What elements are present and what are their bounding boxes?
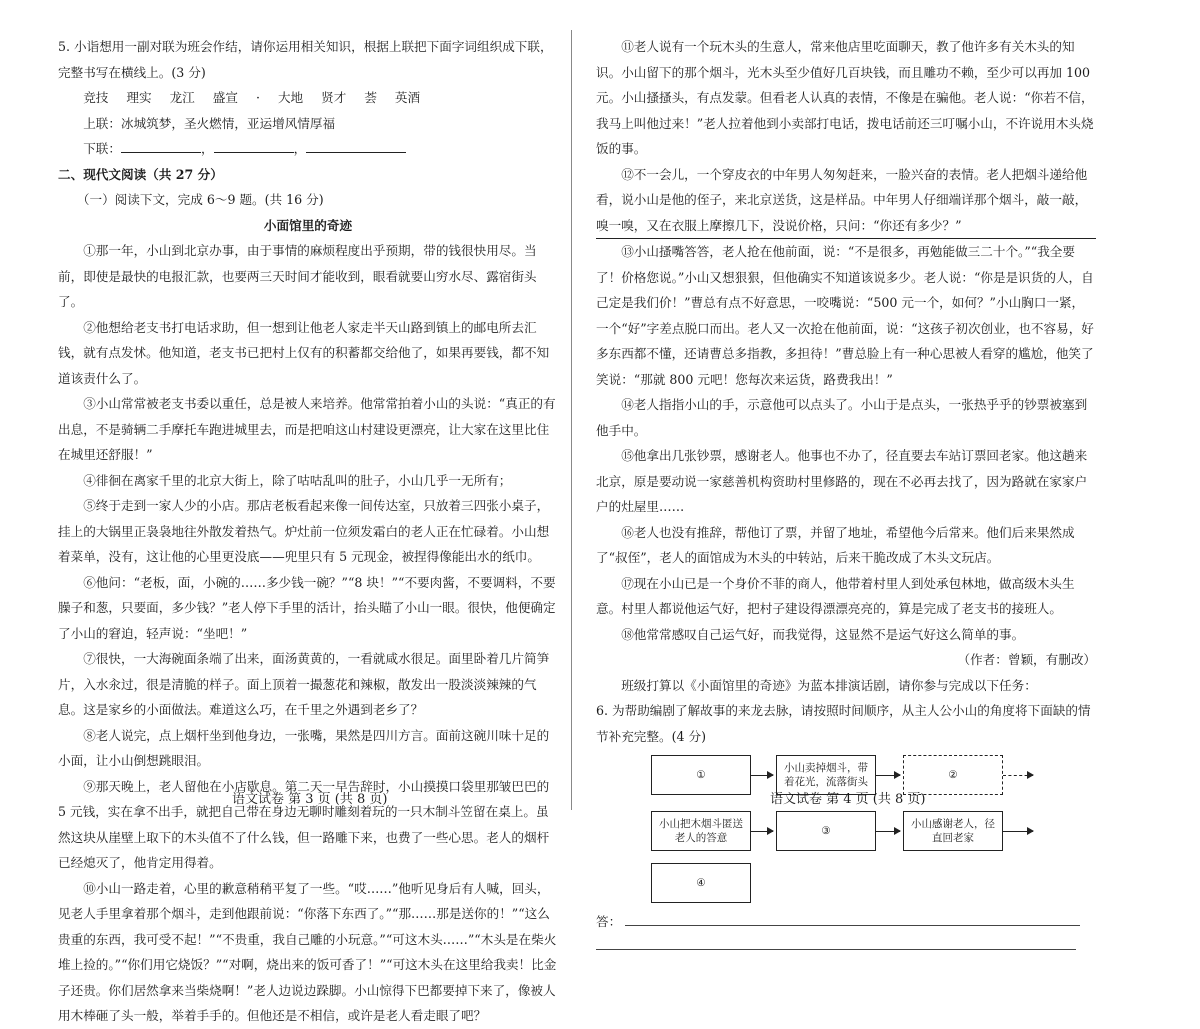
arrow-icon: [751, 775, 773, 776]
paragraph: ⑥他问：“老板，面，小碗的……多少钱一碗？”“8 块！”“不要肉酱，不要调料，不要臊子和葱，只要面，多少钱？”老人停下手里的活计，抬头瞄了小山一眼。很快，他便确定了小山的窘迫，轻声说：“坐吧！”: [58, 574, 556, 641]
arrow-icon: [751, 831, 773, 832]
flow-box-4: 小山把木烟斗匿送老人的答意: [651, 811, 751, 851]
right-page: [596, 34, 1096, 950]
paragraph: ①那一年，小山到北京办事，由于事情的麻烦程度出乎预期，带的钱很快用尽。当前，即使是最快的电报汇款，也要两三天时间才能收到，眼看就要山穷水尽、露宿街头了。: [58, 243, 537, 309]
arrow-icon: [876, 831, 900, 832]
arrow-icon: [1003, 775, 1033, 777]
task-intro: 班级打算以《小面馆里的奇迹》为蓝本排演话剧，请你参与完成以下任务：: [621, 677, 1037, 693]
q6-stem: 6. 为帮助编剧了解故事的来龙去脉，请按照时间顺序，从主人公小山的角度将下面缺的情节补充完整。(4 分): [596, 703, 1091, 744]
right-page-footer: 语文试卷 第 4 页 (共 8 页): [770, 792, 926, 807]
left-page: [58, 34, 558, 1029]
answer-label: 答：: [596, 914, 622, 929]
flow-box-2: 小山卖掉烟斗，带着花光，流落街头: [776, 755, 876, 795]
flow-box-5[interactable]: ③: [776, 811, 876, 851]
paragraph: ⑪老人说有一个玩木头的生意人，常来他店里吃面聊天，教了他许多有关木头的知识。小山留下的那个烟斗，光木头至少值好几百块钱，而且雕功不赖，至少可以再加 100 元。小山搔搔头，有点发蒙。但看老人认真的表情，不像是在骗他。老人说：“你若不信，我马上叫他过来！”老人拉着他到小卖部打电话，拨电话前还三叮嘱小山，不许说用木头烧饭的事。: [596, 39, 1094, 156]
answer-blank-2[interactable]: [214, 138, 294, 153]
q5-lower-label: 下联：: [83, 141, 121, 156]
paragraph: ②他想给老支书打电话求助，但一想到让他老人家走半天山路到镇上的邮电所去汇钱，就有点发怵。他知道，老支书已把村上仅有的积蓄都交给他了，如果再要钱，都不知道该责什么了。: [58, 319, 550, 386]
q5-lower-couplet: 下联： ， ，: [58, 136, 558, 162]
answer-line[interactable]: [596, 935, 1076, 950]
arrow-icon: [876, 775, 900, 776]
paragraph: ⑱他常常感叹自己运气好，而我觉得，这显然不是运气好这么简单的事。: [621, 626, 1025, 642]
paragraph: ⑦很快，一大海碗面条端了出来，面汤黄黄的，一看就咸水很足。面里卧着几片简笋片，入水汆过，很是清脆的样子。面上顶着一撮葱花和辣椒，散发出一股淡淡辣辣的气息。这是家乡的小面做法。难道这么巧，在千里之外遇到老乡了？: [58, 651, 550, 717]
subsection-heading: （一）阅读下文，完成 6～9 题。(共 16 分): [76, 192, 324, 207]
q5-chars: 竞技 理实 龙江 盛宣 · 大地 贤才 荟 英酒: [83, 90, 421, 105]
answer-blank-1[interactable]: [121, 138, 201, 153]
q5-upper-couplet: 上联：冰城筑梦，圣火燃情，亚运增风情厚福: [83, 115, 336, 131]
flow-box-3[interactable]: ②: [903, 755, 1003, 795]
paragraph: ⑮他拿出几张钞票，感谢老人。他事也不办了，径直要去车站订票回老家。他这趟来北京，原是要动说一家慈善机构资助村里修路的，现在不必再去找了，因为路就在家家户户的灶屋里……: [596, 448, 1088, 514]
plot-flowchart: [636, 755, 1096, 905]
flow-box-6: 小山感谢老人，径直回老家: [903, 811, 1003, 851]
paragraph: ④徘徊在离家千里的北京大街上，除了咕咕乱叫的肚子，小山几乎一无所有；: [83, 472, 512, 488]
left-page-footer: 语文试卷 第 3 页 (共 8 页): [232, 792, 388, 807]
article-title: 小面馆里的奇迹: [263, 217, 353, 233]
paragraph: ⑬小山搔嘴答答，老人抢在他前面，说：“不是很多，再勉能做三二十个。”“我全要了！价格您说。”小山又想狠狠，但他确实不知道该说多少。老人说：“你是是识货的人，自己定是我们价！”曹总有点不好意思，一咬嘴说：“500 元一个，如何？”小山胸口一紧，一个“好”字差点脱口而出。老人又一次抢在他前面，说：“这孩子初次创业，也不容易，好多东西都不懂，还请曹总多指教，多担待！”曹总脸上有一种心思被人看穿的尴尬，他笑了笑说：“那就 800 元吧！您每次来运货，路费我出！”: [596, 244, 1094, 387]
arrow-icon: [1003, 831, 1033, 832]
page-divider: [571, 30, 572, 810]
q5-stem: 5. 小诣想用一副对联为班会作结，请你运用相关知识，根据上联把下面字词组织成下联，完整书写在横线上。(3 分): [58, 39, 553, 80]
answer-area: [596, 909, 1096, 935]
paragraph: ⑩小山一路走着，心里的歉意稍稍平复了一些。“哎……”他听见身后有人喊，回头，见老人手里拿着那个烟斗，走到他跟前说：“你落下东西了。”“那……那是送你的！”“这么贵重的东西，我可受不起！”“不贵重，我自己雕的小玩意。”“可这木头……”“木头是在柴火堆上捡的。”“你们用它烧饭？”“对啊，烧出来的饭可香了！”“可这木头在这里给我卖！比金子还贵。你们居然拿来当柴烧啊！”老人边说边跺脚。小山惊得下巴都要掉下来了，像被人用木棒砸了头一般，举着手手的。但他还是不相信，或许是老人看走眼了吧？: [58, 880, 557, 1023]
paragraph: ⑤终于走到一家人少的小店。那店老板看起来像一间传达室，只放着三四张小桌子，挂上的大锅里正袅袅地往外散发着热气。炉灶前一位须发霜白的老人正在忙碌着。小山想着菜单，没有，这让他的心里更没底——兜里只有 5 元现金，被捏得像能出水的纸巾。: [58, 498, 550, 564]
paragraph: ⑨那天晚上，老人留他在小店歇息。第二天一早告辞时，小山摸摸口袋里那皱巴巴的 5 元钱，实在拿不出手，就把自己带在身边无聊时雕刻着玩的一只木制斗笠留在桌上。虽然这块从崖壁上取下的木头值不了什么钱，但一路雕下来，也费了一些心思。老人的烟杆已经熄灭了，他肯定用得着。: [58, 778, 550, 870]
flow-box-7[interactable]: ④: [651, 863, 751, 903]
section-heading: 二、现代文阅读（共 27 分）: [58, 166, 223, 182]
answer-line[interactable]: [625, 911, 1080, 926]
paragraph: ⑧老人说完，点上烟杆坐到他身边，一张嘴，果然是四川方言。面前这碗川味十足的小面，让小山倒想跳眼泪。: [58, 727, 550, 768]
flow-box-1[interactable]: ①: [651, 755, 751, 795]
paragraph: ③小山常常被老支书委以重任，总是被人来培养。他常常拍着小山的头说：“真正的有出息，不是骑辆二手摩托车跑进城里去，而是把咱这山村建设更漂亮，让大家在这里比住在城里还舒服！”: [58, 396, 556, 462]
paragraph: ⑰现在小山已是一个身价不菲的商人，他带着村里人到处承包林地，做高级木头生意。村里人都说他运气好，把村子建设得漂漂亮亮的，算是完成了老支书的接班人。: [596, 575, 1075, 616]
answer-blank-3[interactable]: [306, 138, 406, 153]
author-credit: （作者：曾颖，有删改）: [957, 652, 1096, 667]
paragraph: ⑯老人也没有推辞，帮他订了票，并留了地址，希望他今后常来。他们后来果然成了“叔侄”，老人的面馆成为木头的中转站，后来干脆改成了木头文玩店。: [596, 524, 1075, 565]
paragraph: ⑭老人指指小山的手，示意他可以点头了。小山于是点头，一张热乎乎的钞票被塞到他手中。: [596, 397, 1088, 438]
paragraph-underlined: ⑫不一会儿，一个穿皮衣的中年男人匆匆赶来，一脸兴奋的表情。老人把烟斗递给他看，说小山是他的侄子，来北京送货，这是样品。中年男人仔细端详那个烟斗，敲一敲，嗅一嗅，又在衣服上摩擦几下，没说价格，只问：“你还有多少？”: [596, 162, 1096, 240]
